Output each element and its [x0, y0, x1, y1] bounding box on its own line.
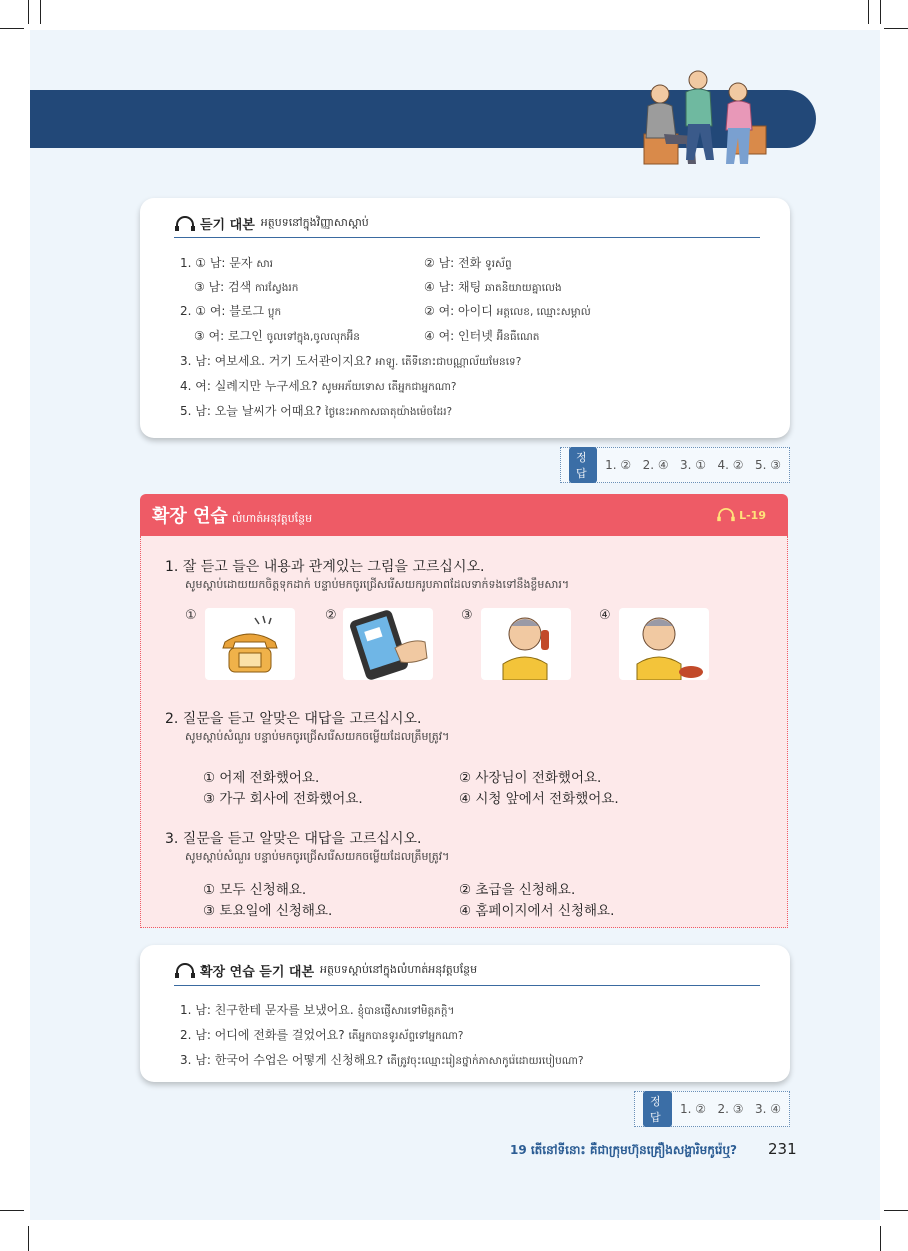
answer-label: 정답: [643, 1091, 672, 1127]
picture-smartphone-message[interactable]: [343, 608, 433, 680]
page-number: 231: [768, 1140, 797, 1158]
script-row-3a: 2. ① 여: 블로그 ប្លុក: [180, 304, 282, 318]
q2-option-2[interactable]: ② 사장님이 전화했어요.: [459, 770, 602, 786]
question-3-khmer: សូមស្ដាប់សំណួរ បន្ទាប់មកចូរជ្រើសរើសយកចម្លើយដែលត្រឹមត្រូវ។: [185, 850, 450, 863]
listening-script-card: [140, 198, 790, 438]
script-row-1b: ② 남: 전화 ទូរស័ព្ទ: [424, 256, 512, 270]
crop-mark: [28, 1226, 29, 1251]
extension-script-card: [140, 945, 790, 1082]
audio-track[interactable]: [716, 508, 766, 522]
crop-mark: [0, 1210, 24, 1211]
script-line-3: 3. 남: 여보세요. 거기 도서관이지요? អាឡូ. តើទីនោះជាបណ្ណាល័យមែនទេ?: [180, 354, 522, 368]
answer-text: 1. ② 2. ④ 3. ① 4. ② 5. ③: [605, 458, 781, 472]
question-2-khmer: សូមស្ដាប់សំណួរ បន្ទាប់មកចូរជ្រើសរើសយកចម្លើយដែលត្រឹមត្រូវ។: [185, 730, 450, 743]
ext-script-line-2: 2. 남: 어디에 전화를 걸었어요? តើអ្នកបានទូរស័ព្ទទៅអ្នកណា?: [180, 1028, 464, 1042]
q3-option-2[interactable]: ② 초급을 신청해요.: [459, 882, 576, 898]
question-3: 3. 질문을 듣고 알맞은 대답을 고르십시오.: [165, 831, 422, 847]
script-line-4: 4. 여: 실례지만 누구세요? សូមអភ័យទោស តើអ្នកជាអ្នកណា?: [180, 379, 457, 393]
exercise-header: [140, 494, 788, 536]
crop-mark: [884, 28, 908, 29]
script-title-text: 듣기 대본: [200, 218, 255, 233]
ext-script-line-1: 1. 남: 친구한테 문자를 보냈어요. ខ្ញុំបានផ្ញើសារទៅមិត្តភក្ដិ។: [180, 1003, 455, 1017]
crop-mark: [880, 1226, 881, 1251]
q3-option-4[interactable]: ④ 홈페이지에서 신청해요.: [459, 903, 615, 919]
picture-man-hanging-up[interactable]: [619, 608, 709, 680]
man-phone-icon: [481, 608, 571, 680]
ext-script-line-3: 3. 남: 한국어 수업은 어떻게 신청해요? តើត្រូវចុះឈ្មោះរៀនថ្នាក់ភាសាកូរ៉េដោយរបៀបណា?: [180, 1053, 584, 1067]
script-title: [174, 214, 369, 233]
q3-option-3[interactable]: ③ 토요일에 신청해요.: [203, 903, 333, 919]
headphones-icon: [716, 508, 736, 522]
script-row-4a: ③ 여: 로그인 ចូលទៅក្នុង,ចូលលុកអ៊ីន: [194, 329, 360, 343]
q3-option-1[interactable]: ① 모두 신청해요.: [203, 882, 307, 898]
title-rule: [174, 985, 760, 986]
ext-script-title: [174, 961, 477, 980]
script-row-4b: ④ 여: 인터넷 អ៊ីនធឺណេត: [424, 329, 540, 343]
answer-text: 1. ② 2. ③ 3. ④: [680, 1102, 781, 1116]
crop-mark: [880, 0, 881, 24]
script-row-2b: ④ 남: 채팅 ឆាតនិយាយគ្នាលេង: [424, 280, 562, 294]
ext-script-title-text: 확장 연습 듣기 대본: [200, 965, 315, 980]
q2-option-4[interactable]: ④ 시청 앞에서 전화했어요.: [459, 791, 619, 807]
people-illustration: [636, 60, 786, 172]
man-hangup-icon: [619, 608, 709, 680]
picture-telephone-ringing[interactable]: [205, 608, 295, 680]
chapter-footer: 19 តើនៅទីនោះ គឺជាក្រុមហ៊ុនគ្រឿងសង្ហារិមកូរ៉េឬ?: [510, 1143, 738, 1157]
question-1-khmer: សូមស្ដាប់ដោយយកចិត្តទុកដាក់ បន្ទាប់មកចូរជ្រើសរើសយករូបភាពដែលទាក់ទងទៅនឹងខ្លឹមសារ។: [185, 578, 570, 591]
q2-option-1[interactable]: ① 어제 전화했어요.: [203, 770, 320, 786]
picture-number: ②: [325, 608, 337, 623]
headphones-icon: [174, 963, 196, 979]
crop-mark: [40, 0, 41, 24]
picture-number: ④: [599, 608, 611, 623]
crop-mark: [884, 1210, 908, 1211]
answer-box-2: [634, 1091, 790, 1127]
crop-mark: [868, 0, 869, 24]
script-row-2a: ③ 남: 검색 ការស្វែងរក: [194, 280, 299, 294]
headphones-icon: [174, 216, 196, 232]
title-rule: [174, 237, 760, 238]
ringing-phone-icon: [205, 608, 295, 680]
picture-number: ③: [461, 608, 473, 623]
script-row-1a: 1. ① 남: 문자 សារ: [180, 256, 273, 270]
question-1: 1. 잘 듣고 들은 내용과 관계있는 그림을 고르십시오.: [165, 559, 485, 575]
script-line-5: 5. 남: 오늘 날씨가 어때요? ថ្ងៃនេះអាកាសធាតុយ៉ាងម៉េចដែរ?: [180, 404, 453, 418]
crop-mark: [0, 28, 24, 29]
exercise-body: [140, 536, 788, 928]
crop-mark: [28, 0, 29, 24]
smartphone-icon: [343, 608, 433, 680]
track-label: L-19: [739, 508, 766, 522]
picture-number: ①: [185, 608, 197, 623]
script-title-khmer: អត្ថបទនៅក្នុងវិញ្ញាសាស្ដាប់: [260, 215, 369, 229]
answer-box-1: [560, 447, 790, 483]
q2-option-3[interactable]: ③ 가구 회사에 전화했어요.: [203, 791, 363, 807]
ext-script-title-khmer: អត្ថបទស្ដាប់នៅក្នុងលំហាត់អនុវត្តបន្ថែម: [320, 962, 478, 976]
picture-man-on-phone[interactable]: [481, 608, 571, 680]
exercise-title: 확장 연습 លំហាត់អនុវត្តបន្ថែម: [152, 506, 313, 527]
script-row-3b: ② 여: 아이디 អត្តលេខ, ឈ្មោះសម្គាល់: [424, 304, 591, 318]
answer-label: 정답: [569, 447, 597, 483]
question-2: 2. 질문을 듣고 알맞은 대답을 고르십시오.: [165, 711, 422, 727]
